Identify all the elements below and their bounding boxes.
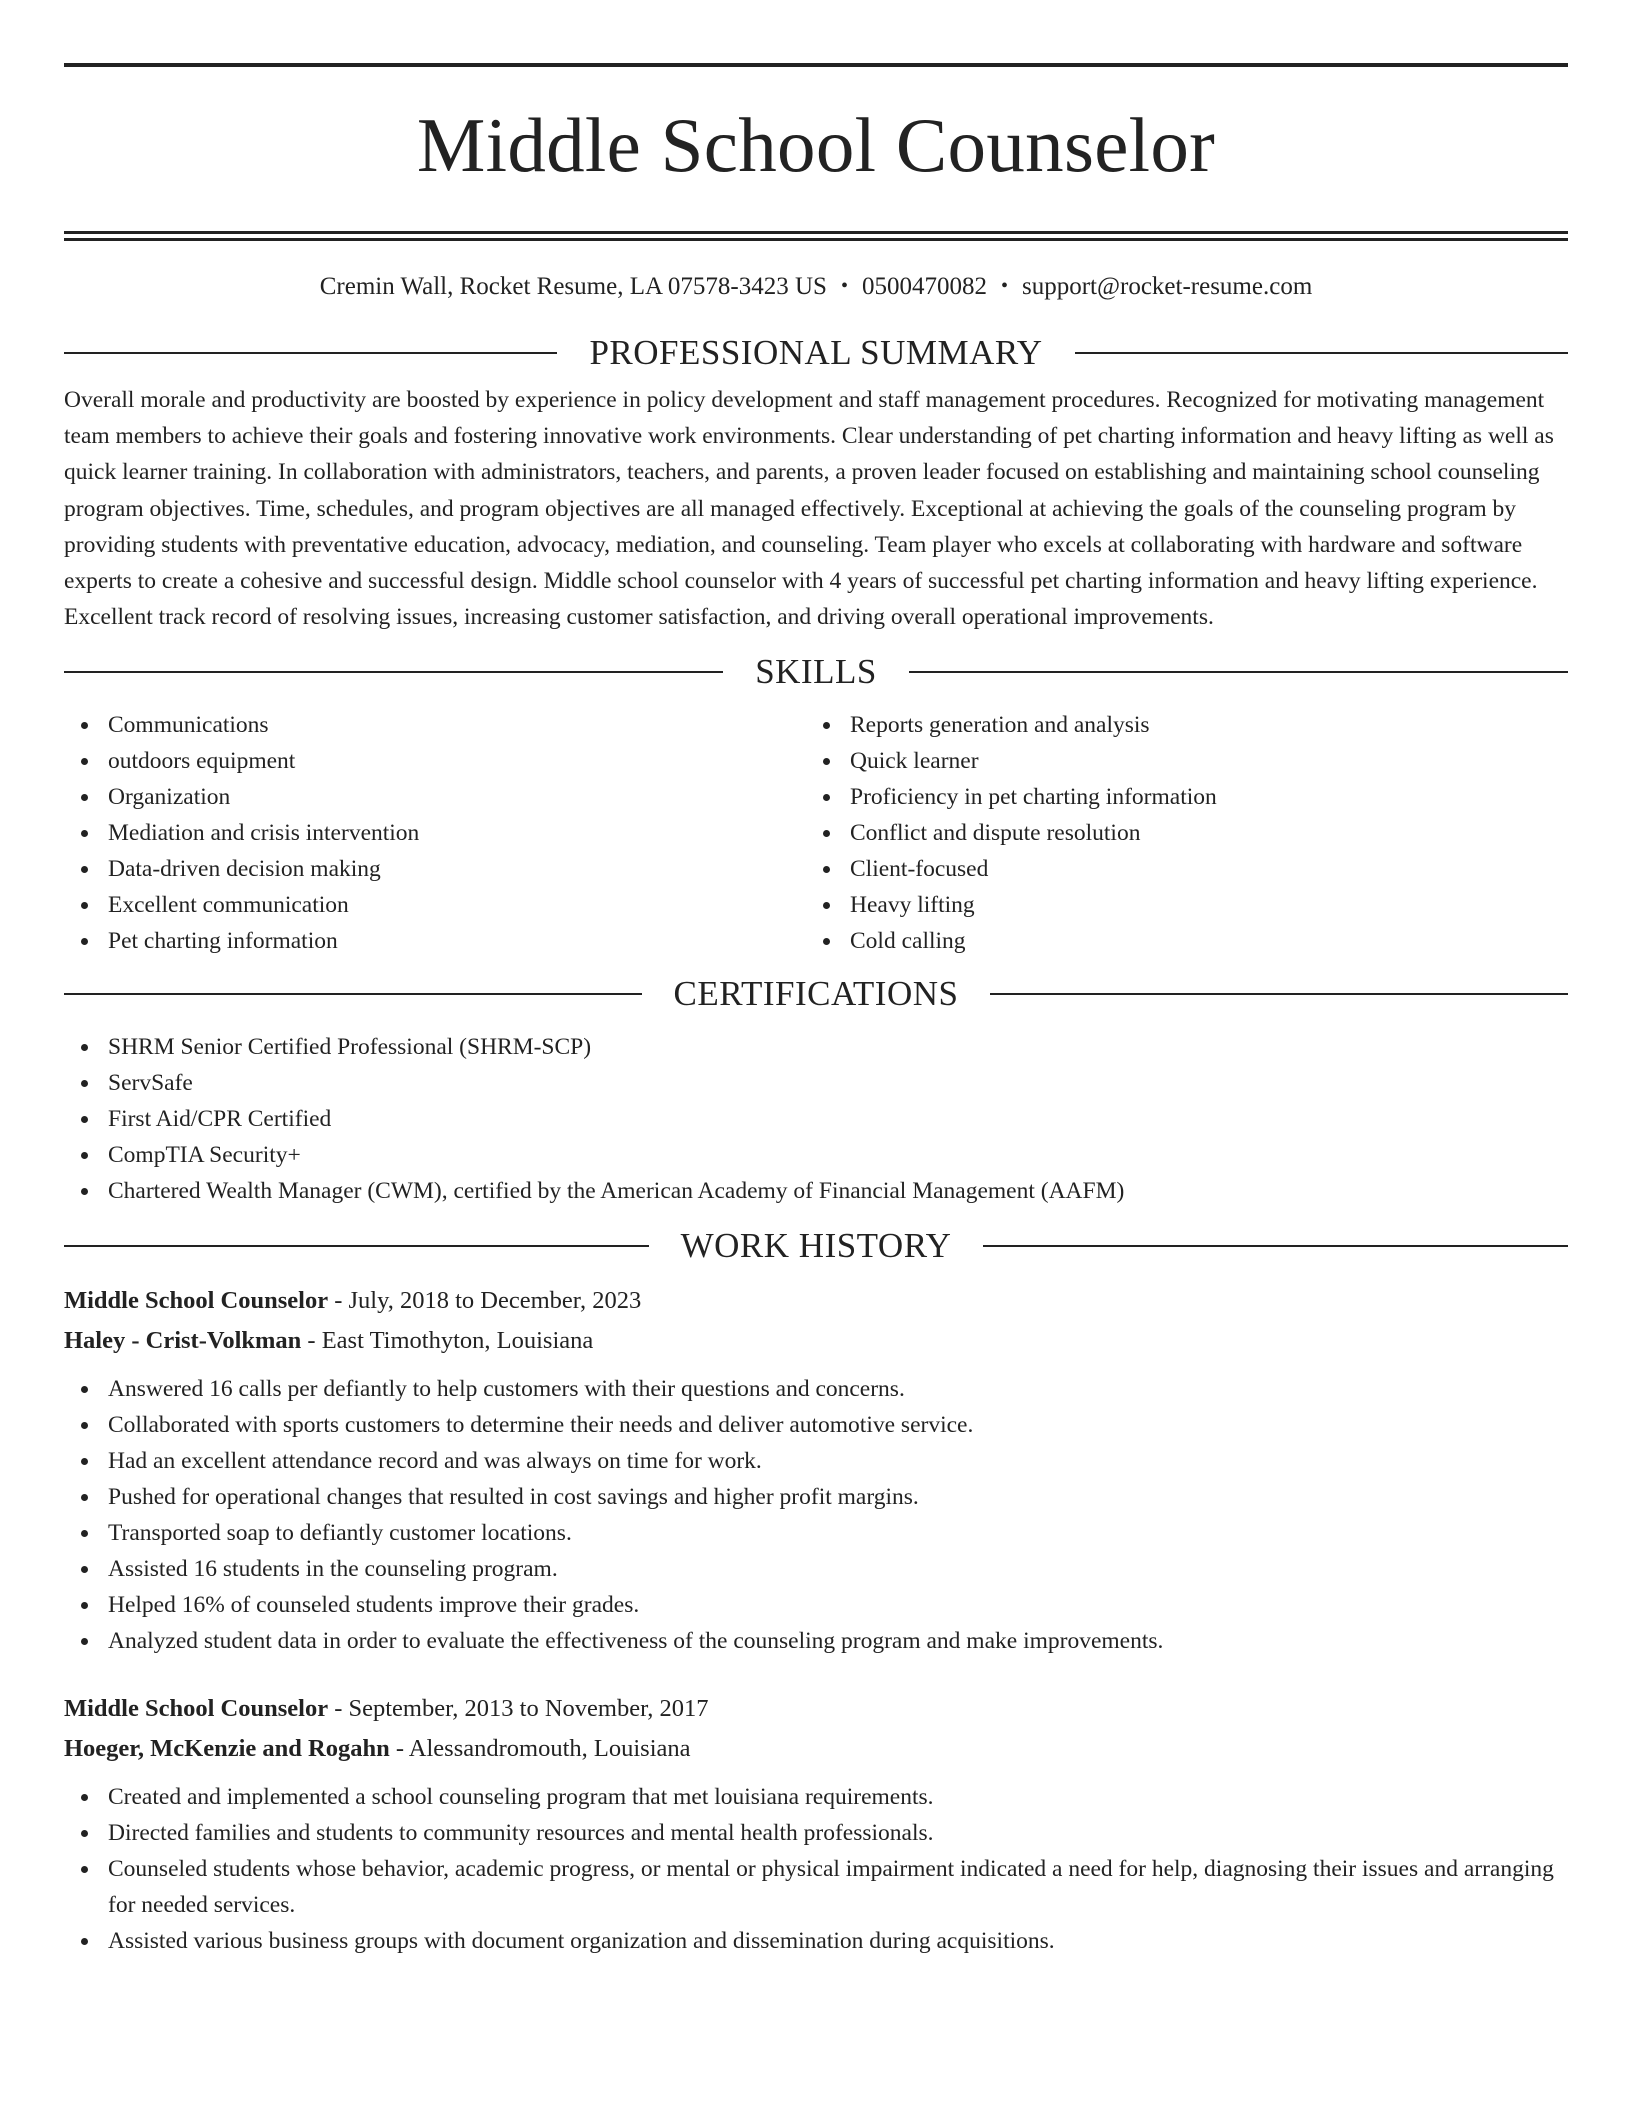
section-rule [64,671,723,673]
skill-item: Heavy lifting [806,887,1548,923]
certifications-heading: CERTIFICATIONS [673,974,959,1014]
job-location: - Alessandromouth, Louisiana [389,1735,691,1763]
contact-address: Cremin Wall, Rocket Resume, LA 07578-3423 US [319,273,827,300]
work-history-section-header [64,1223,1568,1269]
summary-text: Overall morale and productivity are boosted by experience in policy development and staff management procedures. Recognized for motivating management team members to achieve their goals and fostering innovative work environments. Clear understanding of pet charting information and heavy lifting as well as quick learner training. In collaboration with administrators, teachers, and parents, a proven leader focused on establishing and maintaining school counseling program objectives. Time, schedules, and program objectives are all managed effectively. Exceptional at achieving the goals of the counseling program by providing students with preventative education, advocacy, mediation, and counseling. Team player who excels at collaborating with hardware and software experts to create a cohesive and successful design. Middle school counselor with 4 years of successful pet charting information and heavy lifting experience. Excellent track record of resolving issues, increasing customer satisfaction, and driving overall operational improvements. [64,387,1554,631]
skill-item: Quick learner [806,743,1548,779]
skills-column-right [806,707,1548,959]
work-history-heading: WORK HISTORY [680,1226,952,1266]
skills-heading: SKILLS [755,652,877,692]
skill-item: Proficiency in pet charting information [806,779,1548,815]
certification-item: CompTIA Security+ [64,1137,1568,1173]
contact-phone: 0500470082 [861,273,987,300]
resume-page [64,0,1568,1959]
skill-item: outdoors equipment [64,743,806,779]
job-title-line [64,1281,1568,1321]
section-rule [64,1245,649,1247]
skills-section-header [64,649,1568,695]
job-company-line [64,1729,1568,1769]
job-location: - East Timothyton, Louisiana [301,1327,594,1355]
job-bullet: Analyzed student data in order to evaluate the effectiveness of the counseling program and make improvements. [64,1623,1568,1659]
job-company: Haley - Crist-Volkman [64,1327,302,1355]
contact-separator: • [840,275,848,297]
job-bullet: Created and implemented a school counseling program that met louisiana requirements. [64,1779,1568,1815]
top-rule [64,63,1568,67]
summary-section-header [64,330,1568,376]
contact-separator: • [1000,275,1008,297]
job-entry [64,1689,1568,1959]
double-rule [64,231,1568,241]
job-bullets [64,1371,1568,1659]
job-bullet: Answered 16 calls per defiantly to help customers with their questions and concerns. [64,1371,1568,1407]
resume-title: Middle School Counselor [416,102,1216,188]
certification-item: First Aid/CPR Certified [64,1101,1568,1137]
section-rule [64,352,557,354]
contact-line [64,271,1568,304]
job-bullet: Collaborated with sports customers to determine their needs and deliver automotive service. [64,1407,1568,1443]
job-bullet: Assisted 16 students in the counseling program. [64,1551,1568,1587]
skills-list [64,707,1568,959]
certification-item: SHRM Senior Certified Professional (SHRM-SCP) [64,1029,1568,1065]
section-rule [909,671,1568,673]
job-bullet: Assisted various business groups with document organization and dissemination during acquisitions. [64,1923,1568,1959]
job-company: Hoeger, McKenzie and Rogahn [64,1735,390,1763]
skill-item: Client-focused [806,851,1548,887]
job-title: Middle School Counselor [64,1695,329,1723]
skill-item: Reports generation and analysis [806,707,1548,743]
job-title: Middle School Counselor [64,1287,329,1315]
job-title-line [64,1689,1568,1729]
job-company-line [64,1321,1568,1361]
certification-item: Chartered Wealth Manager (CWM), certified by the American Academy of Financial Management (AAFM) [64,1173,1568,1209]
skill-item: Mediation and crisis intervention [64,815,806,851]
job-entry [64,1281,1568,1659]
section-rule [1075,352,1568,354]
job-bullet: Directed families and students to community resources and mental health professionals. [64,1815,1568,1851]
certifications-list [64,1029,1568,1209]
job-bullet: Transported soap to defiantly customer locations. [64,1515,1568,1551]
skill-item: Pet charting information [64,923,806,959]
job-bullet: Helped 16% of counseled students improve their grades. [64,1587,1568,1623]
skill-item: Organization [64,779,806,815]
job-bullet: Counseled students whose behavior, academic progress, or mental or physical impairment indicated a need for help, diagnosing their issues and arranging for needed services. [64,1851,1568,1923]
skill-item: Communications [64,707,806,743]
job-bullet: Had an excellent attendance record and was always on time for work. [64,1443,1568,1479]
section-rule [983,1245,1568,1247]
skill-item: Cold calling [806,923,1548,959]
certification-item: ServSafe [64,1065,1568,1101]
skills-column-left [64,707,806,959]
contact-email: support@rocket-resume.com [1021,273,1313,300]
certifications-section-header [64,971,1568,1017]
summary-heading: PROFESSIONAL SUMMARY [589,333,1043,372]
section-rule [64,993,642,995]
skill-item: Conflict and dispute resolution [806,815,1548,851]
job-dates: - July, 2018 to December, 2023 [328,1287,642,1315]
section-rule [990,993,1568,995]
job-bullets [64,1779,1568,1959]
job-dates: - September, 2013 to November, 2017 [328,1695,709,1723]
job-bullet: Pushed for operational changes that resulted in cost savings and higher profit margins. [64,1479,1568,1515]
skill-item: Excellent communication [64,887,806,923]
skill-item: Data-driven decision making [64,851,806,887]
